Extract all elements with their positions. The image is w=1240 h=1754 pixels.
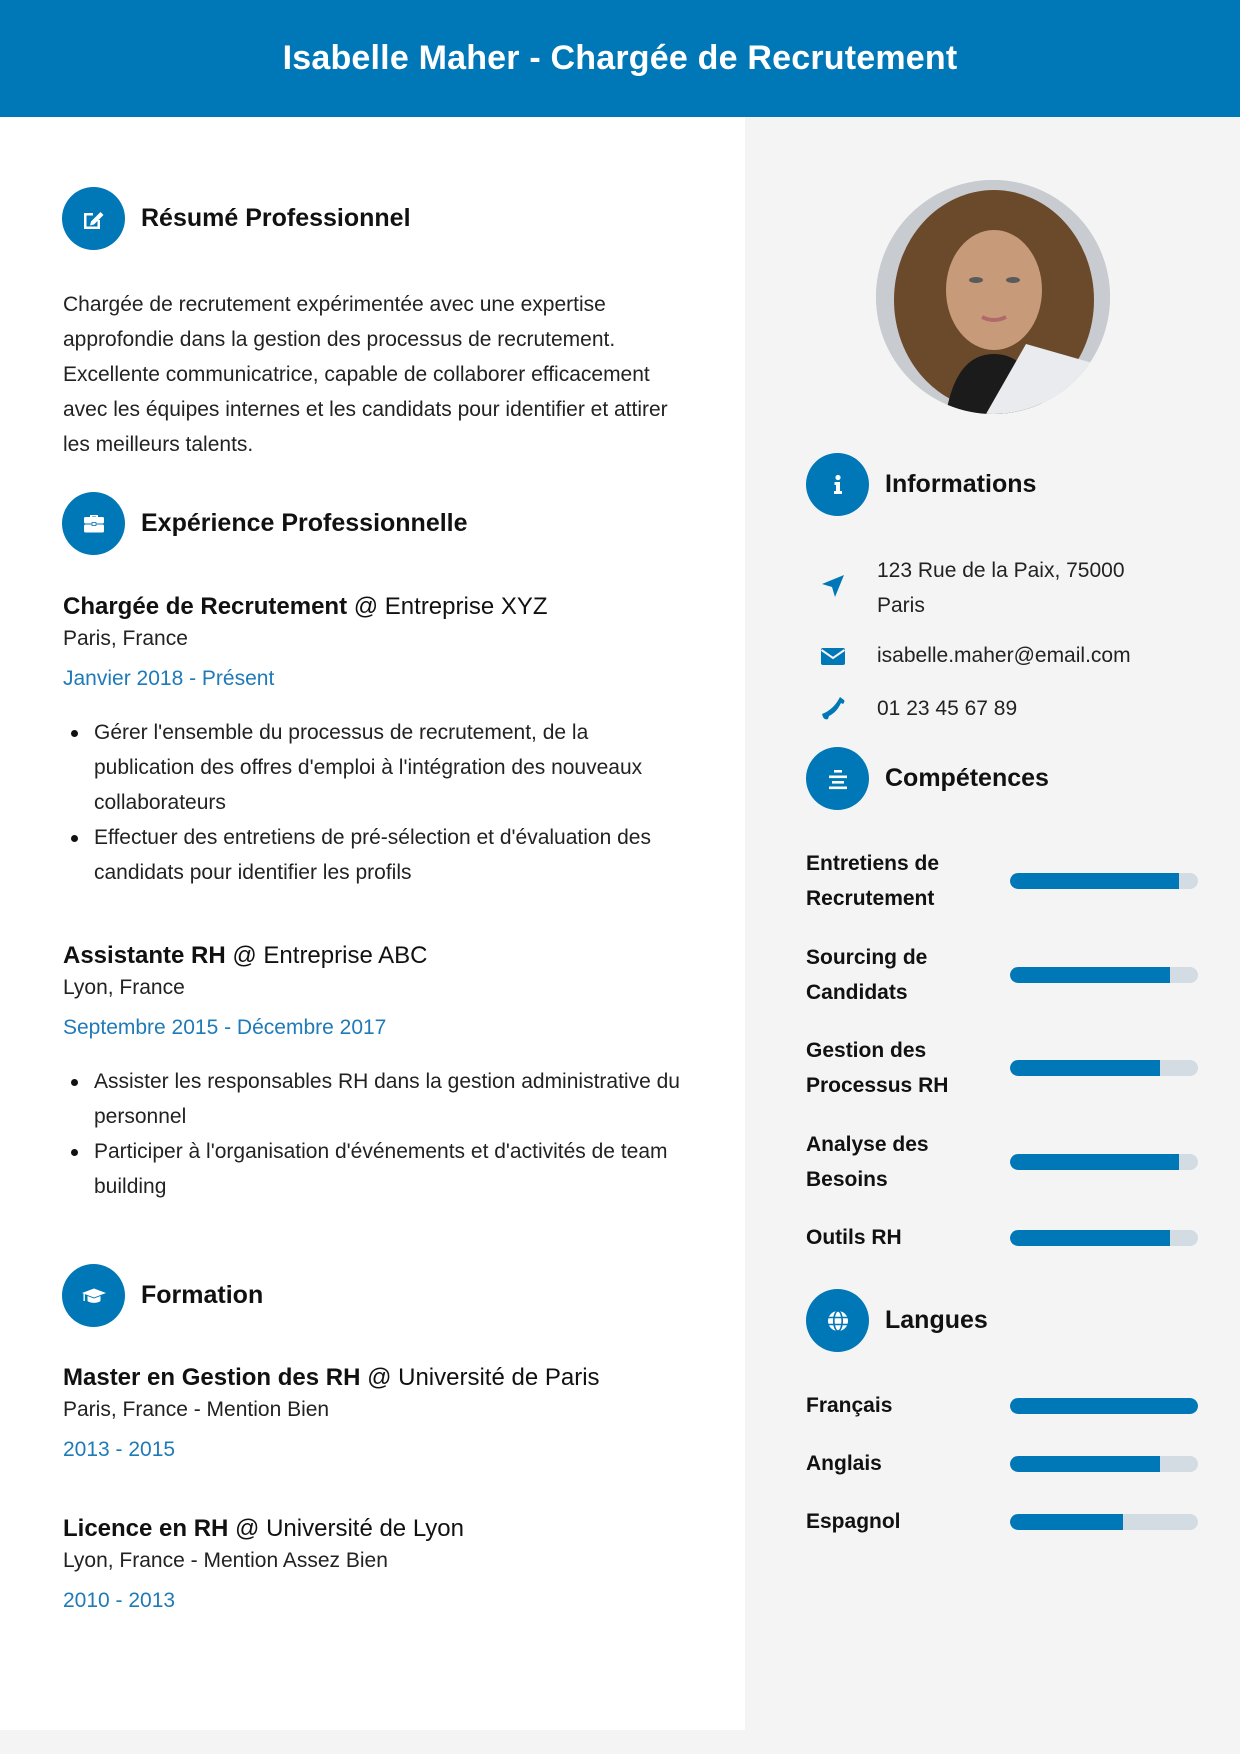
- phone-text: 01 23 45 67 89: [877, 697, 1018, 720]
- degree-dates: 2013 - 2015: [63, 1438, 176, 1461]
- level-bar-fill: [1010, 873, 1179, 889]
- job-company: @ Entreprise XYZ: [347, 593, 548, 620]
- job-location: Lyon, France: [63, 976, 185, 999]
- align-center-icon: [806, 747, 869, 810]
- email-row: [805, 638, 1177, 673]
- info-icon: [806, 453, 869, 516]
- globe-icon: [806, 1289, 869, 1352]
- degree-details: Lyon, France - Mention Assez Bien: [63, 1549, 388, 1572]
- level-bar-fill: [1010, 1456, 1160, 1472]
- level-bar-fill: [1010, 1514, 1123, 1530]
- job-role: Chargée de Recrutement: [63, 593, 348, 620]
- language-label: Espagnol: [806, 1510, 901, 1533]
- languages-title: Langues: [885, 1306, 988, 1334]
- education-section-header: [62, 1264, 263, 1327]
- education-item: [63, 1362, 683, 1466]
- page-title: Isabelle Maher - Chargée de Recrutement: [282, 39, 958, 77]
- school-name: @ Université de Lyon: [228, 1515, 464, 1542]
- job-location: Paris, France: [63, 627, 188, 650]
- degree-heading: [63, 1513, 683, 1545]
- experience-item: [63, 591, 683, 890]
- level-bar-fill: [1010, 967, 1170, 983]
- skill-label: Analyse des Besoins: [806, 1133, 929, 1191]
- experience-item: [63, 940, 683, 1204]
- level-bar-fill: [1010, 1154, 1179, 1170]
- location-arrow-icon: [805, 573, 861, 599]
- email-text: isabelle.maher@email.com: [877, 644, 1131, 667]
- job-dates: Janvier 2018 - Présent: [63, 667, 275, 690]
- page-header: [0, 0, 1240, 117]
- degree-name: Master en Gestion des RH: [63, 1364, 361, 1391]
- job-company: @ Entreprise ABC: [225, 942, 428, 969]
- language-label: Français: [806, 1394, 893, 1417]
- level-bar: [1010, 1398, 1198, 1414]
- address-text: 123 Rue de la Paix, 75000 Paris: [877, 559, 1125, 617]
- skills-section-header: [806, 747, 1049, 810]
- profile-photo: [876, 180, 1110, 414]
- language-row: [806, 1446, 1198, 1481]
- skill-row: [806, 940, 1198, 1010]
- level-bar: [1010, 967, 1198, 983]
- briefcase-icon: [62, 492, 125, 555]
- skill-label: Entretiens de Recrutement: [806, 852, 940, 910]
- degree-dates: 2010 - 2013: [63, 1589, 176, 1612]
- level-bar-fill: [1010, 1060, 1160, 1076]
- experience-title: Expérience Professionnelle: [141, 509, 468, 537]
- level-bar: [1010, 1154, 1198, 1170]
- job-heading: [63, 940, 683, 972]
- skill-row: [806, 1127, 1198, 1197]
- phone-row: [805, 691, 1177, 726]
- job-heading: [63, 591, 683, 623]
- summary-text: Chargée de recrutement expérimentée avec une expertise approfondie dans la gestion des processus de recrutement. Excellente communicatrice, capable de collaborer efficacement avec les équipes internes et les candidats pour identifier et attirer les meilleurs talents.: [63, 293, 668, 456]
- language-row: [806, 1388, 1198, 1423]
- skill-row: [806, 1220, 1198, 1255]
- language-label: Anglais: [806, 1452, 882, 1475]
- job-bullets: [63, 1064, 683, 1204]
- language-row: [806, 1504, 1198, 1539]
- level-bar: [1010, 1060, 1198, 1076]
- edit-icon: [62, 187, 125, 250]
- skill-label: Outils RH: [806, 1226, 902, 1249]
- skill-row: [806, 846, 1198, 916]
- job-bullets: [63, 715, 683, 890]
- degree-heading: [63, 1362, 683, 1394]
- education-item: [63, 1513, 683, 1617]
- level-bar: [1010, 873, 1198, 889]
- languages-section-header: [806, 1289, 988, 1352]
- experience-section-header: [62, 492, 468, 555]
- envelope-icon: [805, 643, 861, 669]
- level-bar-fill: [1010, 1230, 1170, 1246]
- job-role: Assistante RH: [63, 942, 226, 969]
- graduation-cap-icon: [62, 1264, 125, 1327]
- job-bullet: Assister les responsables RH dans la gestion administrative du personnel: [63, 1064, 683, 1134]
- skill-label: Gestion des Processus RH: [806, 1039, 949, 1097]
- degree-details: Paris, France - Mention Bien: [63, 1398, 330, 1421]
- level-bar: [1010, 1230, 1198, 1246]
- job-dates: Septembre 2015 - Décembre 2017: [63, 1016, 387, 1039]
- degree-name: Licence en RH: [63, 1515, 229, 1542]
- summary-section-header: [62, 187, 411, 250]
- level-bar-fill: [1010, 1398, 1198, 1414]
- skills-title: Compétences: [885, 764, 1049, 792]
- skill-row: [806, 1033, 1198, 1103]
- job-bullet: Gérer l'ensemble du processus de recrutement, de la publication des offres d'emploi à l'intégration des nouveaux collaborateurs: [63, 715, 683, 820]
- phone-icon: [805, 695, 861, 721]
- education-title: Formation: [141, 1281, 264, 1309]
- school-name: @ Université de Paris: [360, 1364, 600, 1391]
- job-bullet: Effectuer des entretiens de pré-sélection et d'évaluation des candidats pour identifier les profils: [63, 820, 683, 890]
- info-title: Informations: [885, 470, 1037, 498]
- info-section-header: [806, 453, 1036, 516]
- summary-title: Résumé Professionnel: [141, 204, 411, 232]
- skill-label: Sourcing de Candidats: [806, 946, 928, 1004]
- address-row: [805, 553, 1177, 623]
- level-bar: [1010, 1514, 1198, 1530]
- level-bar: [1010, 1456, 1198, 1472]
- job-bullet: Participer à l'organisation d'événements et d'activités de team building: [63, 1134, 683, 1204]
